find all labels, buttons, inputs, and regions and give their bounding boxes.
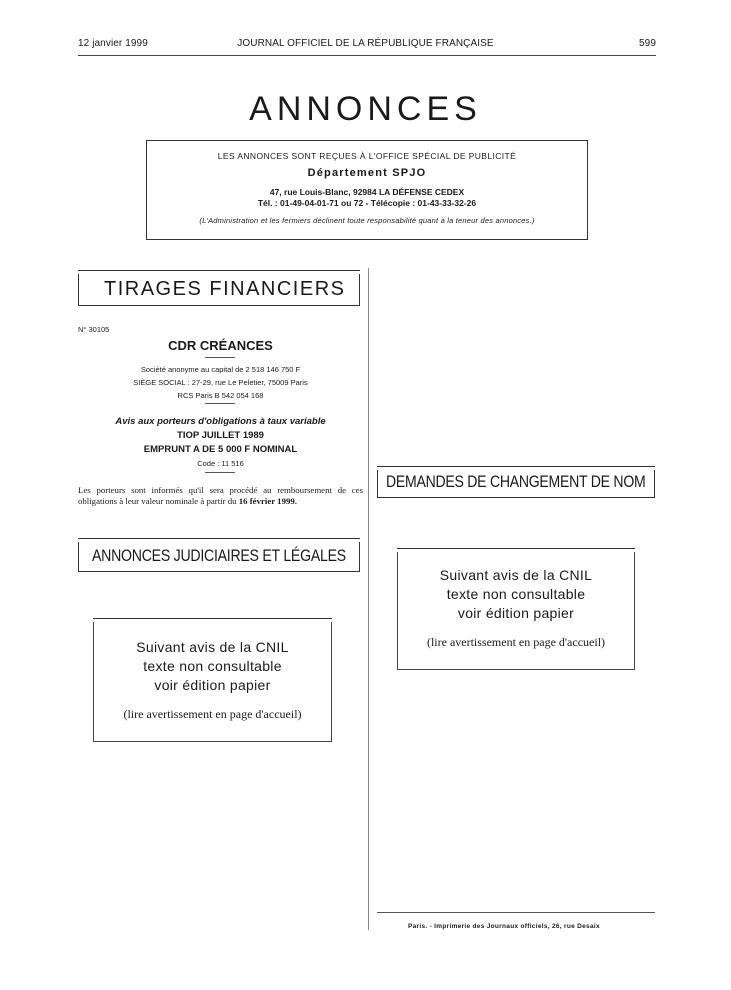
notice-department: Département SPJO	[307, 167, 427, 179]
short-rule	[205, 472, 235, 473]
column-divider	[368, 268, 369, 930]
header-page-number: 599	[639, 38, 656, 49]
cnil-line-3: voir édition papier	[457, 605, 575, 621]
cnil-line-1: Suivant avis de la CNIL	[136, 639, 289, 655]
notice-address: 47, rue Louis-Blanc, 92984 LA DÉFENSE CEDEX	[269, 187, 465, 197]
paragraph-date: 16 février 1999.	[238, 495, 297, 506]
emprunt-line: EMPRUNT A DE 5 000 F NOMINAL	[143, 444, 298, 455]
avis-heading: Avis aux porteurs d'obligations à taux variable	[115, 416, 326, 427]
header-rule	[78, 55, 656, 56]
cnil-note: (lire avertissement en page d'accueil)	[426, 635, 606, 649]
cnil-notice-left	[93, 622, 332, 742]
company-capital: Société anonyme au capital de 2 518 146 750 F	[140, 365, 301, 374]
notice-line-1: LES ANNONCES SONT REÇUES À L'OFFICE SPÉCIAL DE PUBLICITÉ	[217, 151, 517, 161]
short-rule	[205, 403, 235, 404]
section-rule	[78, 270, 360, 271]
section-title-judiciaires: ANNONCES JUDICIAIRES ET LÉGALES	[92, 546, 346, 565]
notice-disclaimer: (L'Administration et les fermiers déclinent toute responsabilité quant à la teneur des annonces.)	[199, 216, 535, 225]
tirages-financiers-box	[78, 274, 360, 306]
cnil-top-rule	[397, 548, 635, 549]
cnil-line-1: Suivant avis de la CNIL	[439, 567, 593, 583]
section-rule	[377, 466, 655, 467]
notice-phone: Tél. : 01-49-04-01-71 ou 72 - Télécopie : 01-43-33-32-26	[257, 198, 477, 208]
section-title-tirages: TIRAGES FINANCIERS	[104, 278, 346, 300]
page-title: ANNONCES	[249, 90, 482, 128]
cnil-line-2: texte non consultable	[143, 658, 282, 674]
footer-rule	[377, 912, 655, 913]
company-name: CDR CRÉANCES	[168, 338, 273, 353]
cnil-top-rule	[93, 618, 332, 619]
cnil-line-2: texte non consultable	[446, 586, 586, 602]
company-address: SIÈGE SOCIAL : 27-29, rue Le Peletier, 75009 Paris	[133, 378, 308, 387]
paragraph-text: Les porteurs sont informés qu'il sera procédé au remboursement de ces obligations à leur valeur nominale à partir du	[78, 485, 363, 506]
cnil-notice-right	[397, 552, 635, 670]
cnil-note: (lire avertissement en page d'accueil)	[123, 707, 302, 721]
section-title-changement-nom: DEMANDES DE CHANGEMENT DE NOM	[386, 473, 646, 491]
code-line: Code : 11 516	[197, 459, 244, 468]
publicity-notice-box	[146, 140, 588, 240]
printer-footer: Paris. - Imprimerie des Journaux officiels, 26, rue Desaix	[408, 923, 600, 930]
changement-nom-box	[377, 470, 655, 498]
section-rule	[78, 538, 360, 539]
short-rule	[205, 357, 235, 358]
body-paragraph	[78, 485, 363, 506]
notice-number: N° 30105	[78, 325, 110, 334]
company-rcs: RCS Paris B 542 054 168	[177, 391, 264, 400]
annonces-judiciaires-box	[78, 542, 360, 572]
header-date: 12 janvier 1999	[78, 38, 148, 49]
cnil-line-3: voir édition papier	[154, 677, 271, 693]
tiop-line: TIOP JUILLET 1989	[177, 430, 264, 441]
header-journal-name: JOURNAL OFFICIEL DE LA RÉPUBLIQUE FRANÇAISE	[237, 38, 494, 49]
